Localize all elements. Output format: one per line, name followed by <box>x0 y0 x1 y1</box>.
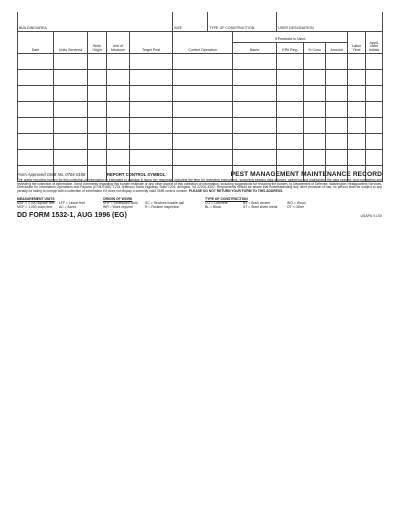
cell-unit-of-measure[interactable] <box>107 118 130 134</box>
user-designation-cell[interactable] <box>277 12 383 32</box>
cell-control-operation-b[interactable] <box>196 118 208 134</box>
cell-epa-reg[interactable] <box>277 70 304 86</box>
cell-work-origin[interactable] <box>88 70 107 86</box>
legend-item: OT = Other <box>287 205 304 210</box>
cell-units-serviced[interactable] <box>54 134 88 150</box>
type-of-construction-label: TYPE OF CONSTRUCTION <box>209 26 255 31</box>
cell-control-operation-c[interactable] <box>208 118 233 134</box>
cell-amount[interactable] <box>326 70 348 86</box>
col-epa-reg: EPA Reg. <box>277 43 304 54</box>
legend-item: SC = Services trouble call <box>145 201 184 206</box>
size-label: SIZE <box>174 26 183 31</box>
cell-date[interactable] <box>18 86 54 102</box>
burden-statement <box>17 179 382 194</box>
data-rows <box>18 54 383 182</box>
cell-work-origin[interactable] <box>88 102 107 118</box>
cell-control-operation-a[interactable] <box>173 118 196 134</box>
cell-unit-of-measure[interactable] <box>107 54 130 70</box>
cell-epa-reg[interactable] <box>277 118 304 134</box>
record-form <box>17 12 382 182</box>
cell-amount[interactable] <box>326 102 348 118</box>
legend-type-of-construction-title: TYPE OF CONSTRUCTION <box>205 196 248 201</box>
cell-units-serviced[interactable] <box>54 86 88 102</box>
legend-measurement-units-title: MEASUREMENT UNITS <box>17 196 55 201</box>
cell-labor-time[interactable] <box>348 118 366 134</box>
col-control-operation: Control Operation <box>173 32 233 54</box>
cell-units-serviced[interactable] <box>54 54 88 70</box>
cell-percent-conc[interactable] <box>304 102 326 118</box>
cell-unit-of-measure[interactable] <box>107 70 130 86</box>
report-control-symbol: REPORT CONTROL SYMBOL: <box>107 172 167 177</box>
cell-applicator-initials[interactable] <box>366 150 383 166</box>
form-id: DD FORM 1532-1, AUG 1996 (EG) <box>17 212 127 220</box>
cell-target-pest[interactable] <box>130 54 173 70</box>
legend-item: BL = Block <box>205 205 222 210</box>
cell-applicator-initials[interactable] <box>366 118 383 134</box>
legend-item: LFF = Linear feet <box>59 201 85 206</box>
cell-target-pest[interactable] <box>130 102 173 118</box>
col-units-serviced: Units Serviced <box>54 32 88 54</box>
burden-text: The public reporting burden for this collection of information is estimated to average 6 hours per response, including the time for reviewing instructions, searching existing data sources, gathering and maintaining the data needed, and completing and reviewing the collection of information. Send comments regarding this burden estimate or any other aspect of this collection of information, including suggestions for reducing the burden, to Department of Defense, Washington Headquarters Services, Directorate for Information Operations and Reports (0704-0188), 1215 Jefferson Davis Highway, Suite 1204, Arlington, VA 22202-4302. Respondents should be aware that notwithstanding any other provision of law, no person shall be subject to any penalty for failing to comply with a collection of information if it does not display a currently valid OMB control number. <box>17 178 382 194</box>
legend-item: SHF = Scheduled work <box>103 201 138 206</box>
table-row <box>18 118 383 134</box>
col-applicator-initials: Appli-cator Initials <box>366 32 383 54</box>
cell-labor-time[interactable] <box>348 70 366 86</box>
cell-work-origin[interactable] <box>88 118 107 134</box>
cell-labor-time[interactable] <box>348 134 366 150</box>
building-area-cell[interactable] <box>18 12 173 32</box>
cell-control-operation-c[interactable] <box>208 134 233 150</box>
cell-units-serviced[interactable] <box>54 102 88 118</box>
cell-target-pest[interactable] <box>130 118 173 134</box>
cell-date[interactable] <box>18 118 54 134</box>
cell-amount[interactable] <box>326 54 348 70</box>
legend-item: ST = Steel sheet metal <box>243 205 278 210</box>
cell-control-operation-c[interactable] <box>208 70 233 86</box>
building-area-label: BUILDING/AREA <box>19 26 47 31</box>
legend-item: CO = Concrete <box>205 201 228 206</box>
legend-item: WO = Wood <box>287 201 306 206</box>
legend-item: MCF = 1,000 cubic feet <box>17 205 53 210</box>
cell-amount[interactable] <box>326 86 348 102</box>
cell-pesticide-name[interactable] <box>233 70 277 86</box>
cell-control-operation-b[interactable] <box>196 86 208 102</box>
burden-caps: PLEASE DO NOT RETURN YOUR FORM TO THIS ADDRESS. <box>188 189 284 194</box>
cell-epa-reg[interactable] <box>277 134 304 150</box>
legend <box>17 197 382 210</box>
cell-target-pest[interactable] <box>130 134 173 150</box>
cell-amount[interactable] <box>326 134 348 150</box>
cell-work-origin[interactable] <box>88 54 107 70</box>
table-row <box>18 150 383 166</box>
form-footer <box>17 171 382 219</box>
cell-percent-conc[interactable] <box>304 150 326 166</box>
table-row <box>18 134 383 150</box>
cell-control-operation-c[interactable] <box>208 86 233 102</box>
cell-target-pest[interactable] <box>130 86 173 102</box>
cell-percent-conc[interactable] <box>304 86 326 102</box>
cell-amount[interactable] <box>326 118 348 134</box>
cell-control-operation-a[interactable] <box>173 70 196 86</box>
legend-origin-of-work-title: ORIGIN OF WORK <box>103 196 133 201</box>
cell-target-pest[interactable] <box>130 70 173 86</box>
cell-date[interactable] <box>18 102 54 118</box>
cell-epa-reg[interactable] <box>277 54 304 70</box>
cell-control-operation-b[interactable] <box>196 150 208 166</box>
cell-control-operation-b[interactable] <box>196 54 208 70</box>
table-row <box>18 86 383 102</box>
legend-item: BV = Brick veneer <box>243 201 271 206</box>
cell-control-operation-a[interactable] <box>173 102 196 118</box>
table-row <box>18 54 383 70</box>
cell-date[interactable] <box>18 150 54 166</box>
col-labor-time: Labor Time <box>348 32 366 54</box>
cell-percent-conc[interactable] <box>304 118 326 134</box>
cell-applicator-initials[interactable] <box>366 134 383 150</box>
cell-date[interactable] <box>18 70 54 86</box>
cell-pesticide-name[interactable] <box>233 134 277 150</box>
legend-item: R = Routine inspection <box>145 205 180 210</box>
legend-type-of-construction <box>205 197 325 210</box>
cell-epa-reg[interactable] <box>277 102 304 118</box>
cell-applicator-initials[interactable] <box>366 86 383 102</box>
legend-item: WR = Work request <box>103 205 133 210</box>
cell-control-operation-b[interactable] <box>196 134 208 150</box>
cell-percent-conc[interactable] <box>304 134 326 150</box>
cell-date[interactable] <box>18 134 54 150</box>
cell-labor-time[interactable] <box>348 102 366 118</box>
cell-units-serviced[interactable] <box>54 118 88 134</box>
col-name: Name <box>233 43 277 54</box>
cell-control-operation-c[interactable] <box>208 54 233 70</box>
legend-item: MSF = 1,000 square feet <box>17 201 55 206</box>
cell-unit-of-measure[interactable] <box>107 86 130 102</box>
record-table <box>17 12 383 182</box>
cell-epa-reg[interactable] <box>277 86 304 102</box>
user-designation-label: USER DESIGNATION <box>278 26 314 31</box>
cell-date[interactable] <box>18 54 54 70</box>
col-if-pesticide-used: If Pesticide is Used <box>233 32 348 43</box>
cell-unit-of-measure[interactable] <box>107 134 130 150</box>
cell-applicator-initials[interactable] <box>366 102 383 118</box>
legend-item: AC = Acres <box>59 205 77 210</box>
cell-control-operation-c[interactable] <box>208 102 233 118</box>
cell-control-operation-b[interactable] <box>196 102 208 118</box>
cell-pesticide-name[interactable] <box>233 150 277 166</box>
form-approved-text: Form Approved OMB No. 0704-0188 <box>17 172 86 177</box>
cell-unit-of-measure[interactable] <box>107 150 130 166</box>
cell-units-serviced[interactable] <box>54 70 88 86</box>
cell-work-origin[interactable] <box>88 86 107 102</box>
cell-labor-time[interactable] <box>348 54 366 70</box>
cell-labor-time[interactable] <box>348 150 366 166</box>
cell-units-serviced[interactable] <box>54 150 88 166</box>
cell-control-operation-a[interactable] <box>173 150 196 166</box>
col-amount: Amount <box>326 43 348 54</box>
cell-control-operation-a[interactable] <box>173 134 196 150</box>
cell-work-origin[interactable] <box>88 150 107 166</box>
cell-control-operation-a[interactable] <box>173 86 196 102</box>
cell-control-operation-b[interactable] <box>196 70 208 86</box>
type-of-construction-cell[interactable] <box>208 12 277 32</box>
form-version: USAPA V1.00 <box>360 214 382 219</box>
size-cell[interactable] <box>173 12 208 32</box>
table-row <box>18 70 383 86</box>
cell-percent-conc[interactable] <box>304 70 326 86</box>
cell-target-pest[interactable] <box>130 150 173 166</box>
table-row <box>18 102 383 118</box>
col-date: Date <box>18 32 54 54</box>
form-identifier-row <box>17 212 382 219</box>
form-title: PEST MANAGEMENT MAINTENANCE RECORD <box>230 171 382 178</box>
legend-measurement-units <box>17 197 97 210</box>
cell-unit-of-measure[interactable] <box>107 102 130 118</box>
cell-epa-reg[interactable] <box>277 150 304 166</box>
col-work-origin: Work Origin <box>88 32 107 54</box>
cell-applicator-initials[interactable] <box>366 70 383 86</box>
cell-percent-conc[interactable] <box>304 54 326 70</box>
cell-amount[interactable] <box>326 150 348 166</box>
cell-pesticide-name[interactable] <box>233 102 277 118</box>
cell-control-operation-c[interactable] <box>208 150 233 166</box>
cell-control-operation-a[interactable] <box>173 54 196 70</box>
col-unit-of-measure: Unit of Measure <box>107 32 130 54</box>
cell-work-origin[interactable] <box>88 134 107 150</box>
col-target-pest: Target Pest <box>130 32 173 54</box>
cell-pesticide-name[interactable] <box>233 118 277 134</box>
cell-pesticide-name[interactable] <box>233 54 277 70</box>
cell-pesticide-name[interactable] <box>233 86 277 102</box>
col-percent-conc: % Conc <box>304 43 326 54</box>
cell-labor-time[interactable] <box>348 86 366 102</box>
cell-applicator-initials[interactable] <box>366 54 383 70</box>
legend-origin-of-work <box>103 197 199 210</box>
